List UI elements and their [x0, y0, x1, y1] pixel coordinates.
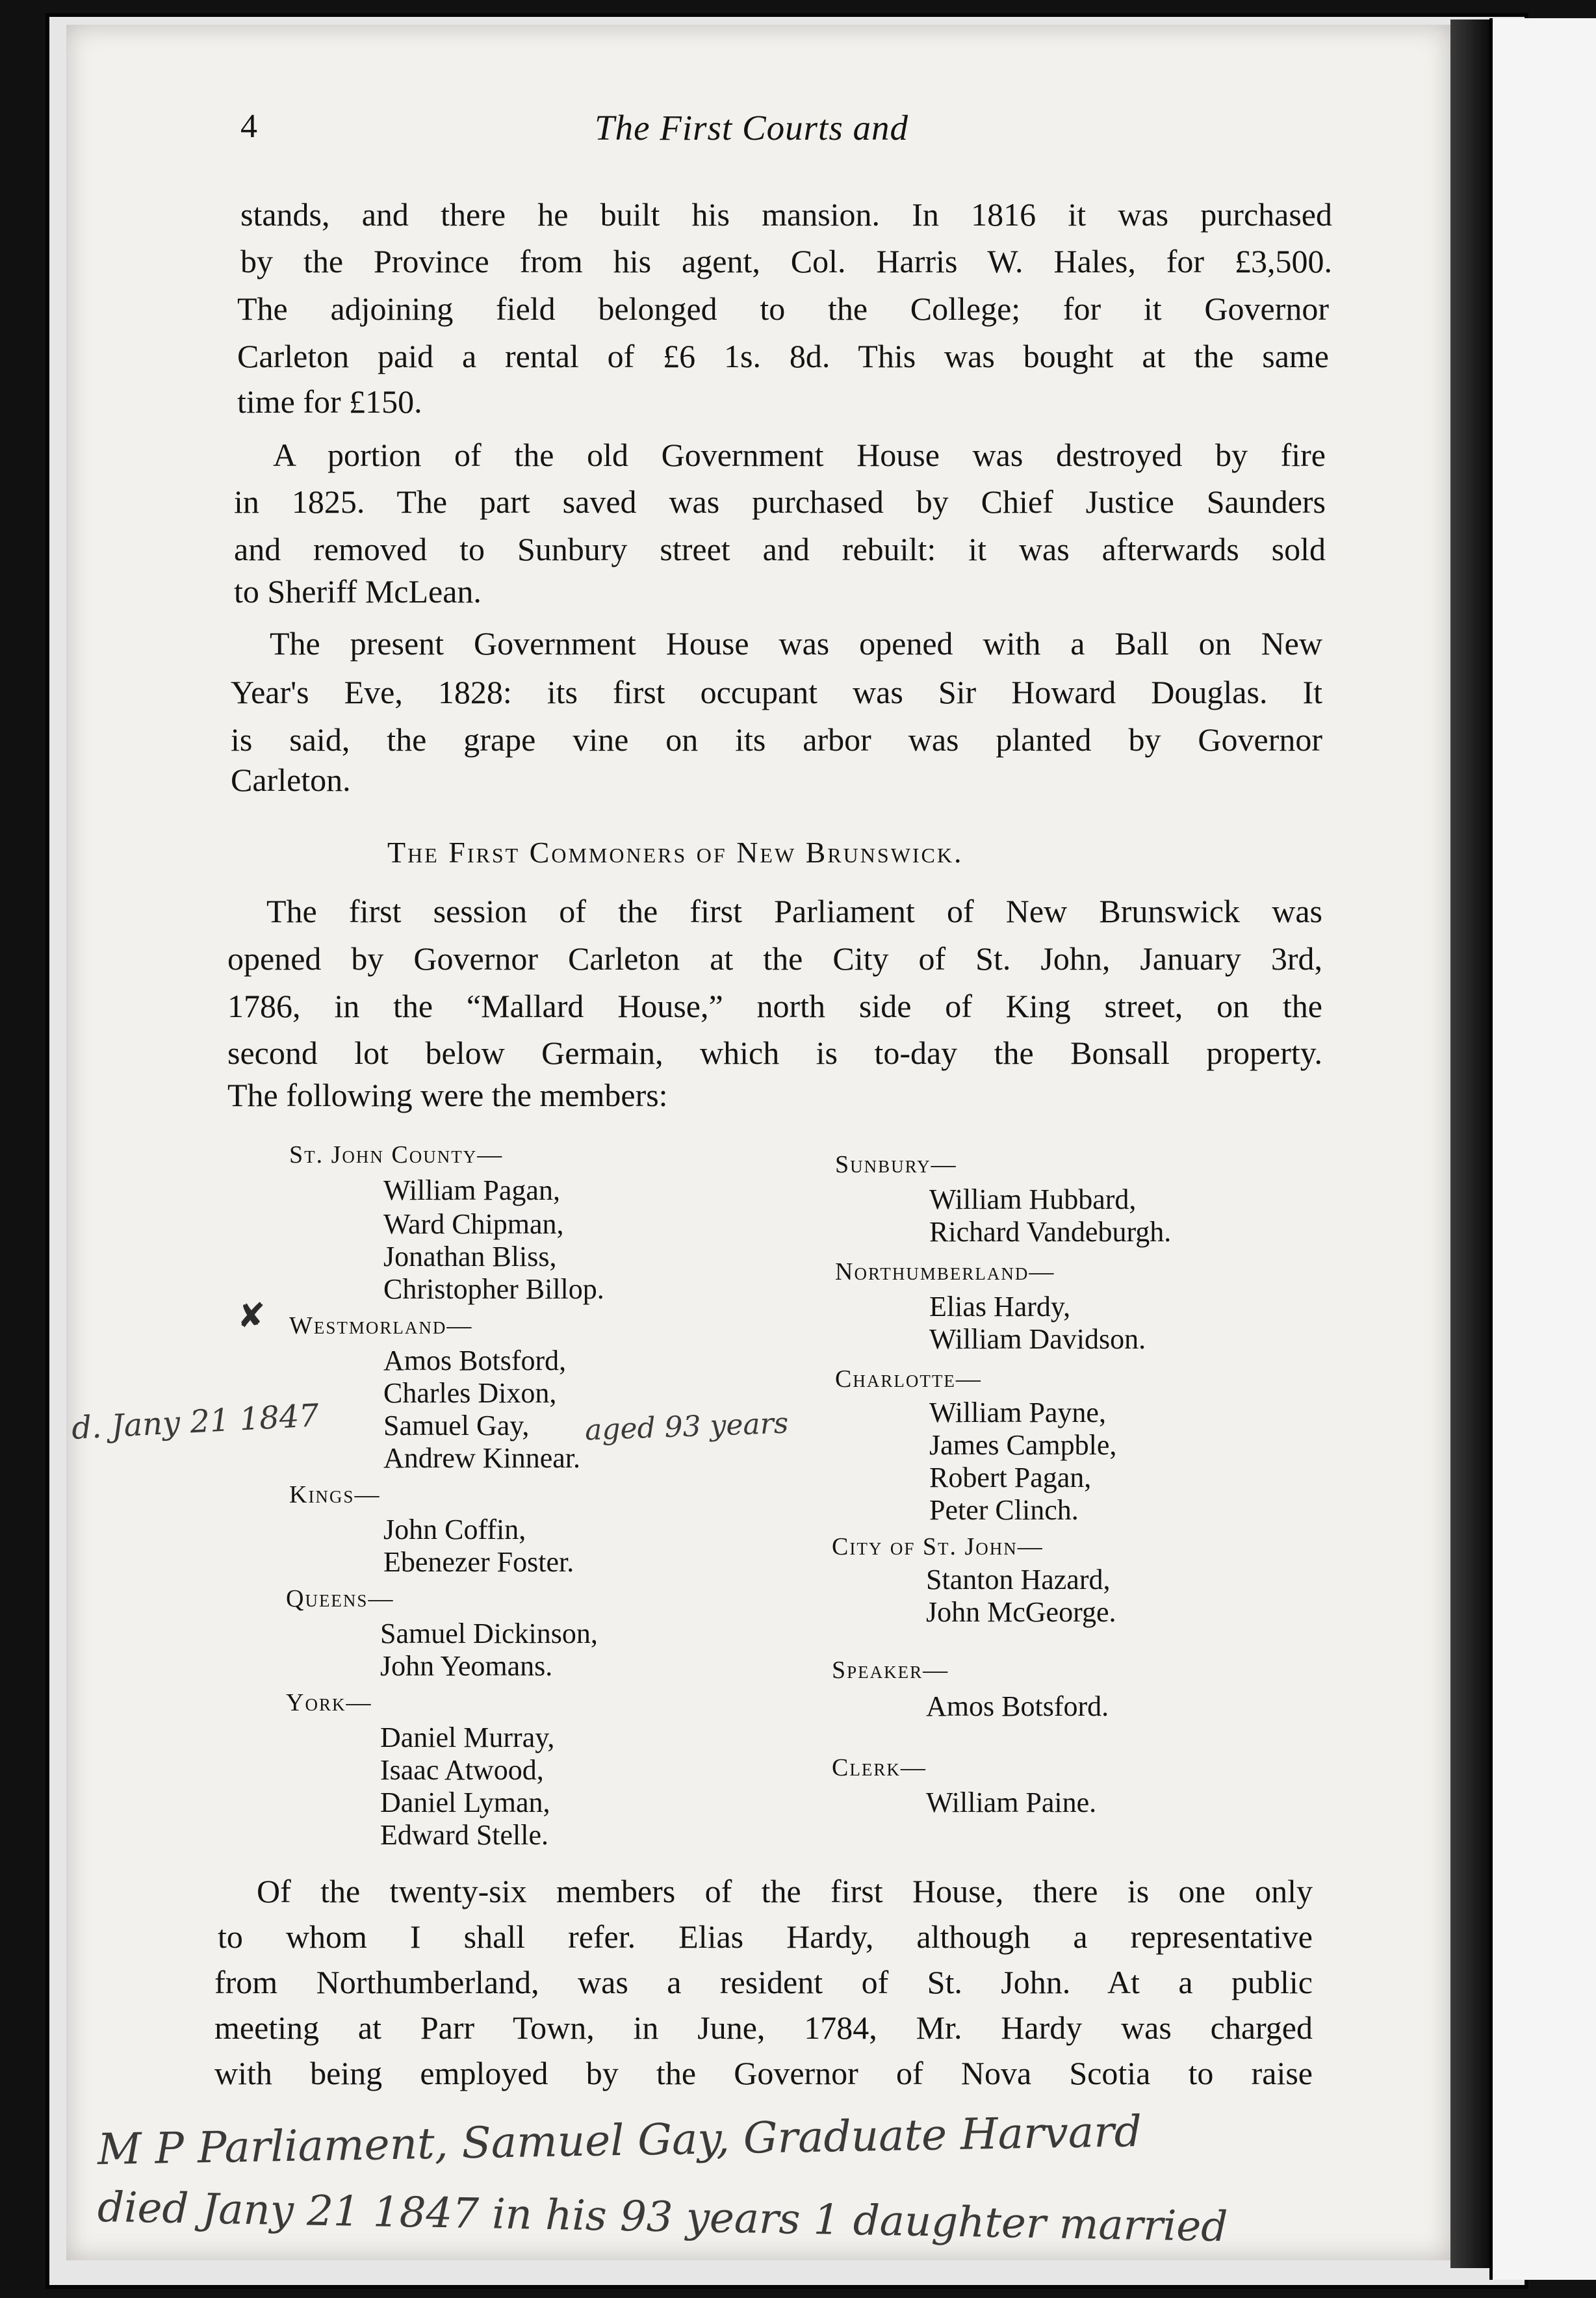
x-mark-icon: ✘: [237, 1297, 266, 1336]
body-line: by the Province from his agent, Col. Harris W. Hales, for £3,500.: [240, 243, 1332, 279]
body-line: and removed to Sunbury street and rebuilt: it was afterwards sold: [234, 531, 1326, 567]
member-name: Samuel Dickinson,: [380, 1618, 598, 1649]
member-name: Daniel Lyman,: [380, 1787, 550, 1818]
bottom-note-line2: died Jany 21 1847 in his 93 years 1 daughter married: [97, 2183, 1228, 2252]
member-name: William Hubbard,: [929, 1183, 1137, 1215]
body-line: stands, and there he built his mansion. In 1816 it was purchased: [240, 196, 1332, 233]
section-heading: The First Commoners of New Brunswick.: [387, 836, 964, 869]
member-name: Isaac Atwood,: [380, 1754, 544, 1786]
member-name: Richard Vandeburgh.: [929, 1216, 1172, 1248]
running-title: The First Courts and: [595, 108, 908, 148]
county-heading: Kings—: [289, 1481, 381, 1508]
member-name: Jonathan Bliss,: [383, 1241, 557, 1272]
county-heading: York—: [286, 1689, 372, 1716]
member-name: Amos Botsford.: [926, 1690, 1109, 1722]
member-name: Andrew Kinnear.: [383, 1442, 581, 1474]
member-name: Daniel Murray,: [380, 1722, 555, 1753]
bottom-note-line1: M P Parliament, Samuel Gay, Graduate Harvard: [97, 2106, 1142, 2175]
county-heading: Westmorland—: [289, 1312, 473, 1339]
body-line: The present Government House was opened with a Ball on New: [270, 625, 1322, 662]
member-name: Edward Stelle.: [380, 1819, 549, 1851]
member-name: John McGeorge.: [926, 1596, 1116, 1628]
body-line: from Northumberland, was a resident of St. John. At a public: [214, 1964, 1313, 2000]
member-name: Amos Botsford,: [383, 1345, 567, 1376]
county-heading: City of St. John—: [832, 1533, 1044, 1560]
body-line: The adjoining field belonged to the College; for it Governor: [237, 290, 1329, 327]
body-line: The first session of the first Parliament of New Brunswick was: [266, 893, 1322, 929]
body-line: time for £150.: [237, 383, 422, 420]
county-heading: Charlotte—: [835, 1365, 982, 1393]
member-name: Peter Clinch.: [929, 1494, 1079, 1526]
member-name: William Payne,: [929, 1397, 1106, 1428]
member-name: Robert Pagan,: [929, 1462, 1092, 1493]
county-heading: St. John County—: [289, 1141, 504, 1168]
body-line: meeting at Parr Town, in June, 1784, Mr. Hardy was charged: [214, 2009, 1313, 2046]
body-line: opened by Governor Carleton at the City of St. John, January 3rd,: [227, 940, 1322, 977]
body-line: The following were the members:: [227, 1077, 668, 1113]
body-line: A portion of the old Government House was destroyed by fire: [273, 437, 1326, 473]
member-name: Christopher Billop.: [383, 1273, 604, 1305]
member-name: William Pagan,: [383, 1174, 560, 1206]
member-name: Ward Chipman,: [383, 1208, 564, 1240]
member-name: Ebenezer Foster.: [383, 1546, 574, 1578]
page-gutter: [1450, 19, 1489, 2268]
margin-note: d. Jany 21 1847: [70, 1397, 320, 1447]
body-line: with being employed by the Governor of Nova Scotia to raise: [214, 2055, 1313, 2091]
county-heading: Speaker—: [832, 1657, 949, 1684]
body-line: to Sheriff McLean.: [234, 573, 482, 610]
body-line: 1786, in the “Mallard House,” north side of King street, on the: [227, 988, 1322, 1024]
body-line: Carleton paid a rental of £6 1s. 8d. This was bought at the same: [237, 338, 1329, 374]
member-name: Elias Hardy,: [929, 1291, 1071, 1323]
member-name: William Paine.: [926, 1787, 1097, 1818]
inline-note: aged 93 years: [584, 1406, 790, 1447]
county-heading: Clerk—: [832, 1754, 927, 1781]
county-heading: Northumberland—: [835, 1258, 1055, 1285]
member-name: William Davidson.: [929, 1323, 1146, 1355]
member-name: Stanton Hazard,: [926, 1564, 1111, 1595]
member-name: John Yeomans.: [380, 1650, 553, 1682]
body-line: Of the twenty-six members of the first House, there is one only: [257, 1873, 1313, 1909]
next-page-edge: [1489, 18, 1596, 2280]
body-line: second lot below Germain, which is to-day the Bonsall property.: [227, 1035, 1322, 1071]
body-line: Year's Eve, 1828: its first occupant was Sir Howard Douglas. It: [231, 674, 1322, 710]
member-name: Charles Dixon,: [383, 1377, 557, 1409]
county-heading: Sunbury—: [835, 1151, 957, 1178]
page-number: 4: [240, 108, 257, 145]
member-name: Samuel Gay,: [383, 1410, 530, 1441]
body-line: in 1825. The part saved was purchased by Chief Justice Saunders: [234, 484, 1326, 520]
body-line: to whom I shall refer. Elias Hardy, although a representative: [218, 1918, 1313, 1955]
body-line: is said, the grape vine on its arbor was planted by Governor: [231, 721, 1322, 758]
member-name: John Coffin,: [383, 1514, 526, 1545]
body-line: Carleton.: [231, 762, 351, 798]
county-heading: Queens—: [286, 1585, 394, 1612]
member-name: James Campble,: [929, 1429, 1117, 1461]
